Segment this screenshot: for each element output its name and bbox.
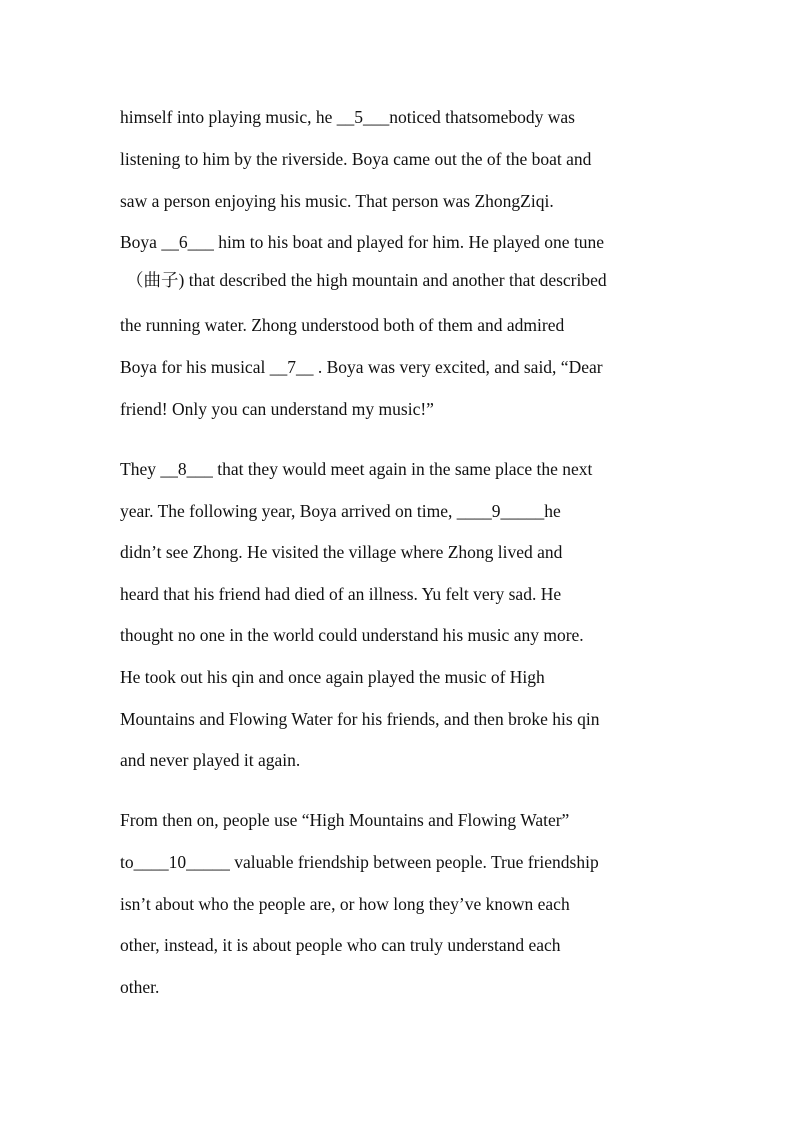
text-line-15: Mountains and Flowing Water for his friends, and then broke his qin	[120, 709, 600, 729]
text-line-13: thought no one in the world could understand his music any more.	[120, 625, 584, 645]
text-line-1: himself into playing music, he __5___noticed thatsomebody was	[120, 107, 575, 127]
text-line-16: and never played it again.	[120, 750, 301, 770]
text-line-14: He took out his qin and once again played the music of High	[120, 667, 545, 687]
text-line-4: Boya __6___ him to his boat and played for him. He played one tune	[120, 232, 605, 252]
text-line-19: isn’t about who the people are, or how long they’ve known each	[120, 894, 570, 914]
text-line-9: They __8___ that they would meet again in the same place the next	[120, 459, 593, 479]
text-line-6: the running water. Zhong understood both of them and admired	[120, 315, 565, 335]
text-line-7: Boya for his musical __7__ . Boya was very excited, and said, “Dear	[120, 357, 603, 377]
text-line-2: listening to him by the riverside. Boya came out the of the boat and	[120, 149, 592, 169]
text-line-17: From then on, people use “High Mountains and Flowing Water”	[120, 810, 570, 830]
text-line-3: saw a person enjoying his music. That person was ZhongZiqi.	[120, 191, 554, 211]
text-line-8: friend! Only you can understand my music!”	[120, 399, 434, 419]
text-line-20: other, instead, it is about people who can truly understand each	[120, 935, 561, 955]
text-line-5: （曲子) that described the high mountain and another that described	[126, 270, 607, 290]
text-line-11: didn’t see Zhong. He visited the village where Zhong lived and	[120, 542, 563, 562]
text-line-18: to____10_____ valuable friendship between people. True friendship	[120, 852, 599, 872]
text-line-12: heard that his friend had died of an illness. Yu felt very sad. He	[120, 584, 562, 604]
text-line-10: year. The following year, Boya arrived on time, ____9_____he	[120, 501, 561, 521]
text-line-21: other.	[120, 977, 160, 997]
